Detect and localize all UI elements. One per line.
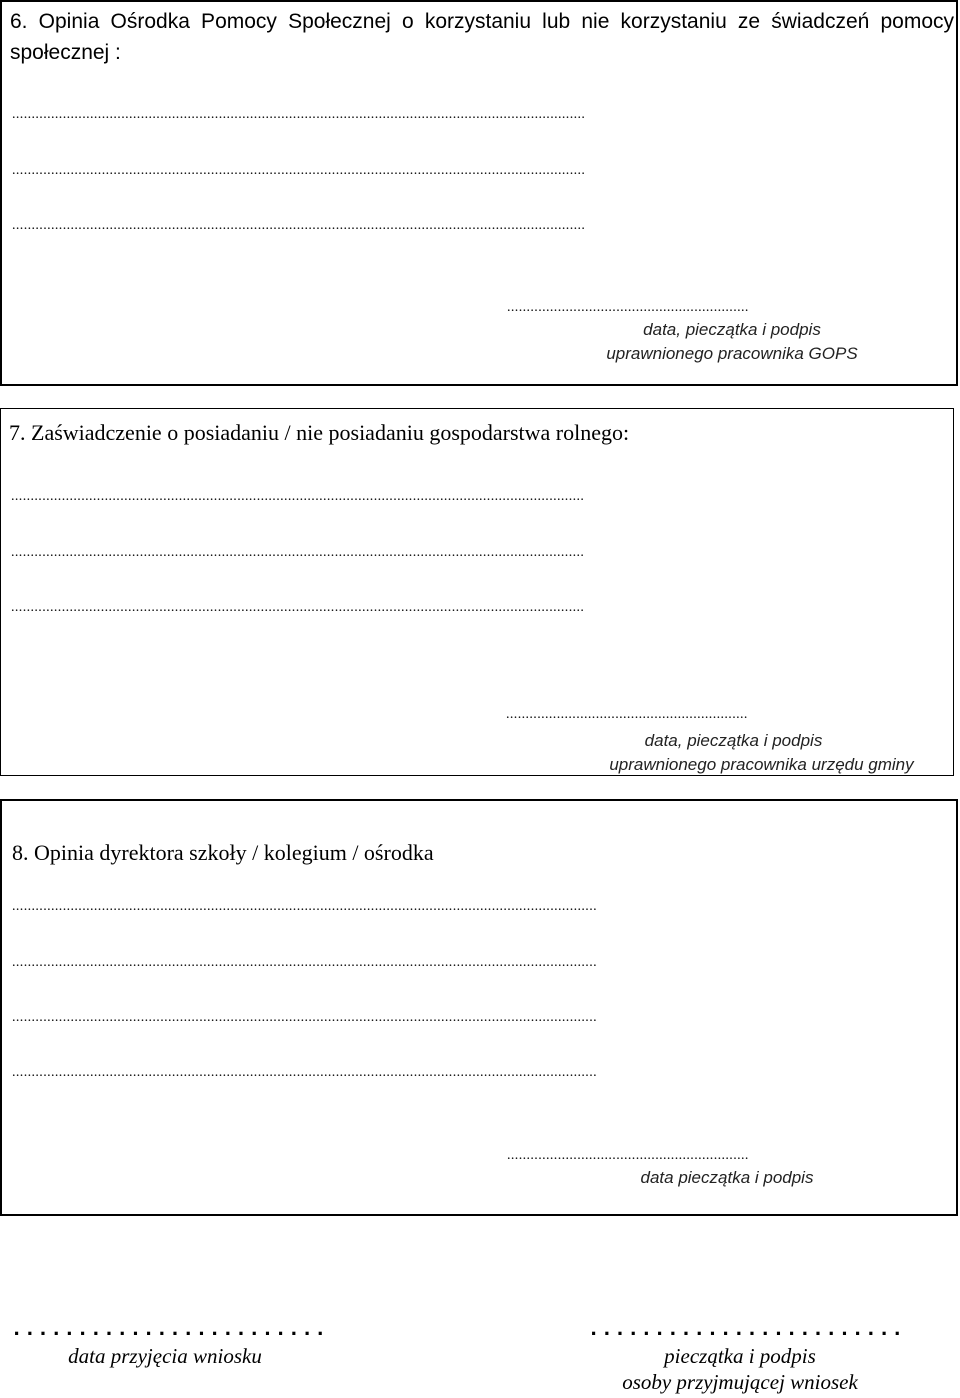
section-6-line-2: ................................................................................................................................................... <box>12 163 586 178</box>
section-7-heading: 7. Zaświadczenie o posiadaniu / nie posiadaniu gospodarstwa rolnego: <box>9 420 630 445</box>
section-8-heading: 8. Opinia dyrektora szkoły / kolegium / ośrodka <box>12 840 434 865</box>
section-6-signature-role: uprawnionego pracownika GOPS <box>606 344 858 363</box>
footer-right-role: osoby przyjmującej wniosek <box>622 1370 858 1394</box>
section-8-line-4: ...................................................................................................................................................... <box>12 1065 597 1080</box>
section-6-heading: 6. Opinia Ośrodka Pomocy Społecznej o korzystaniu lub nie korzystaniu ze świadczeń pomocy społecznej : <box>10 10 954 64</box>
section-8-signature-dots: .............................................................. <box>507 1148 749 1163</box>
section-7-line-1: ................................................................................................................................................... <box>11 489 585 504</box>
section-6-signature-dots: .............................................................. <box>507 300 749 315</box>
section-7-signature-label: data, pieczątka i podpis <box>644 731 823 750</box>
section-8-signature-label: data pieczątka i podpis <box>640 1168 814 1187</box>
section-6-line-1: ................................................................................................................................................... <box>12 107 586 122</box>
section-8-line-1: ...................................................................................................................................................... <box>12 899 597 914</box>
section-7-signature-dots: .............................................................. <box>506 707 748 722</box>
section-7-line-3: ................................................................................................................................................... <box>11 600 585 615</box>
footer-right-label: pieczątka i podpis <box>664 1344 816 1368</box>
section-6-signature-label: data, pieczątka i podpis <box>643 320 821 339</box>
section-7-box <box>0 408 954 776</box>
section-6-box <box>0 0 958 386</box>
footer-left-dots: ........................ <box>10 1317 327 1342</box>
section-6-line-3: ................................................................................................................................................... <box>12 218 586 233</box>
section-7-line-2: ................................................................................................................................................... <box>11 545 585 560</box>
footer-right-dots: ........................ <box>587 1317 904 1342</box>
section-7-signature-role: uprawnionego pracownika urzędu gminy <box>609 755 914 774</box>
section-8-box <box>0 799 958 1216</box>
section-8-line-3: ...................................................................................................................................................... <box>12 1010 597 1025</box>
section-8-line-2: ...................................................................................................................................................... <box>12 955 597 970</box>
footer-left-label: data przyjęcia wniosku <box>68 1344 262 1368</box>
